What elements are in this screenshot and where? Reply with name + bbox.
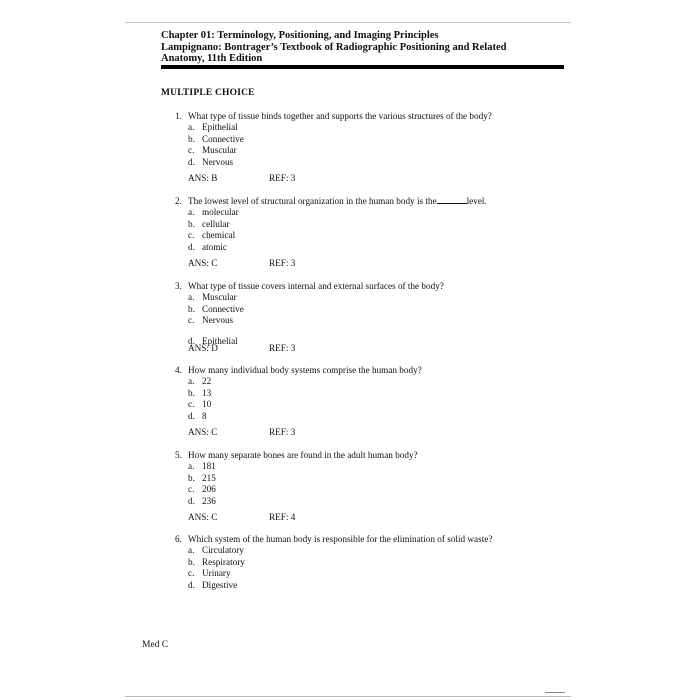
question-text: What type of tissue binds together and supports the various structures of the body? <box>188 111 492 121</box>
question-number: 5. <box>175 450 182 460</box>
header-underline-bar <box>161 65 564 69</box>
question-text: How many individual body systems comprise the human body? <box>188 365 422 375</box>
reference: REF: 3 <box>269 343 296 353</box>
section-title: MULTIPLE CHOICE <box>161 88 255 98</box>
question-number: 6. <box>175 534 182 544</box>
bottom-divider <box>125 696 571 697</box>
question-text: Which system of the human body is responsible for the elimination of solid waste? <box>188 534 493 544</box>
question-number: 2. <box>175 196 182 206</box>
answer-line <box>188 512 296 522</box>
book-title: Lampignano: Bontrager’s Textbook of Radiographic Positioning and Related <box>161 41 507 53</box>
answer-key: ANS: D <box>188 343 218 353</box>
top-divider <box>125 22 571 23</box>
answer-line <box>188 427 296 437</box>
answer-line <box>188 173 296 183</box>
answer-blank <box>437 195 467 204</box>
answer-key: ANS: C <box>188 512 218 522</box>
question-text: How many separate bones are found in the adult human body? <box>188 450 418 460</box>
answer-key: ANS: C <box>188 258 218 268</box>
document-header <box>161 30 506 65</box>
question-text: What type of tissue covers internal and external surfaces of the body? <box>188 281 444 291</box>
answer-line <box>188 258 296 268</box>
question-number: 3. <box>175 281 182 291</box>
question-text: The lowest level of structural organization in the human body is the level. <box>188 196 487 206</box>
reference: REF: 3 <box>269 173 296 183</box>
chapter-title: Chapter 01: Terminology, Positioning, and Imaging Principles <box>161 30 439 41</box>
question-number: 4. <box>175 365 182 375</box>
reference: REF: 3 <box>269 427 296 437</box>
answer-key: ANS: B <box>188 173 218 183</box>
page-mark <box>545 692 565 693</box>
footer-watermark: Med C <box>142 640 169 650</box>
reference: REF: 4 <box>269 512 296 522</box>
book-edition: Anatomy, 11th Edition <box>161 53 263 64</box>
answer-key: ANS: C <box>188 427 218 437</box>
reference: REF: 3 <box>269 258 296 268</box>
question-number: 1. <box>175 111 182 121</box>
answer-line <box>188 343 296 353</box>
